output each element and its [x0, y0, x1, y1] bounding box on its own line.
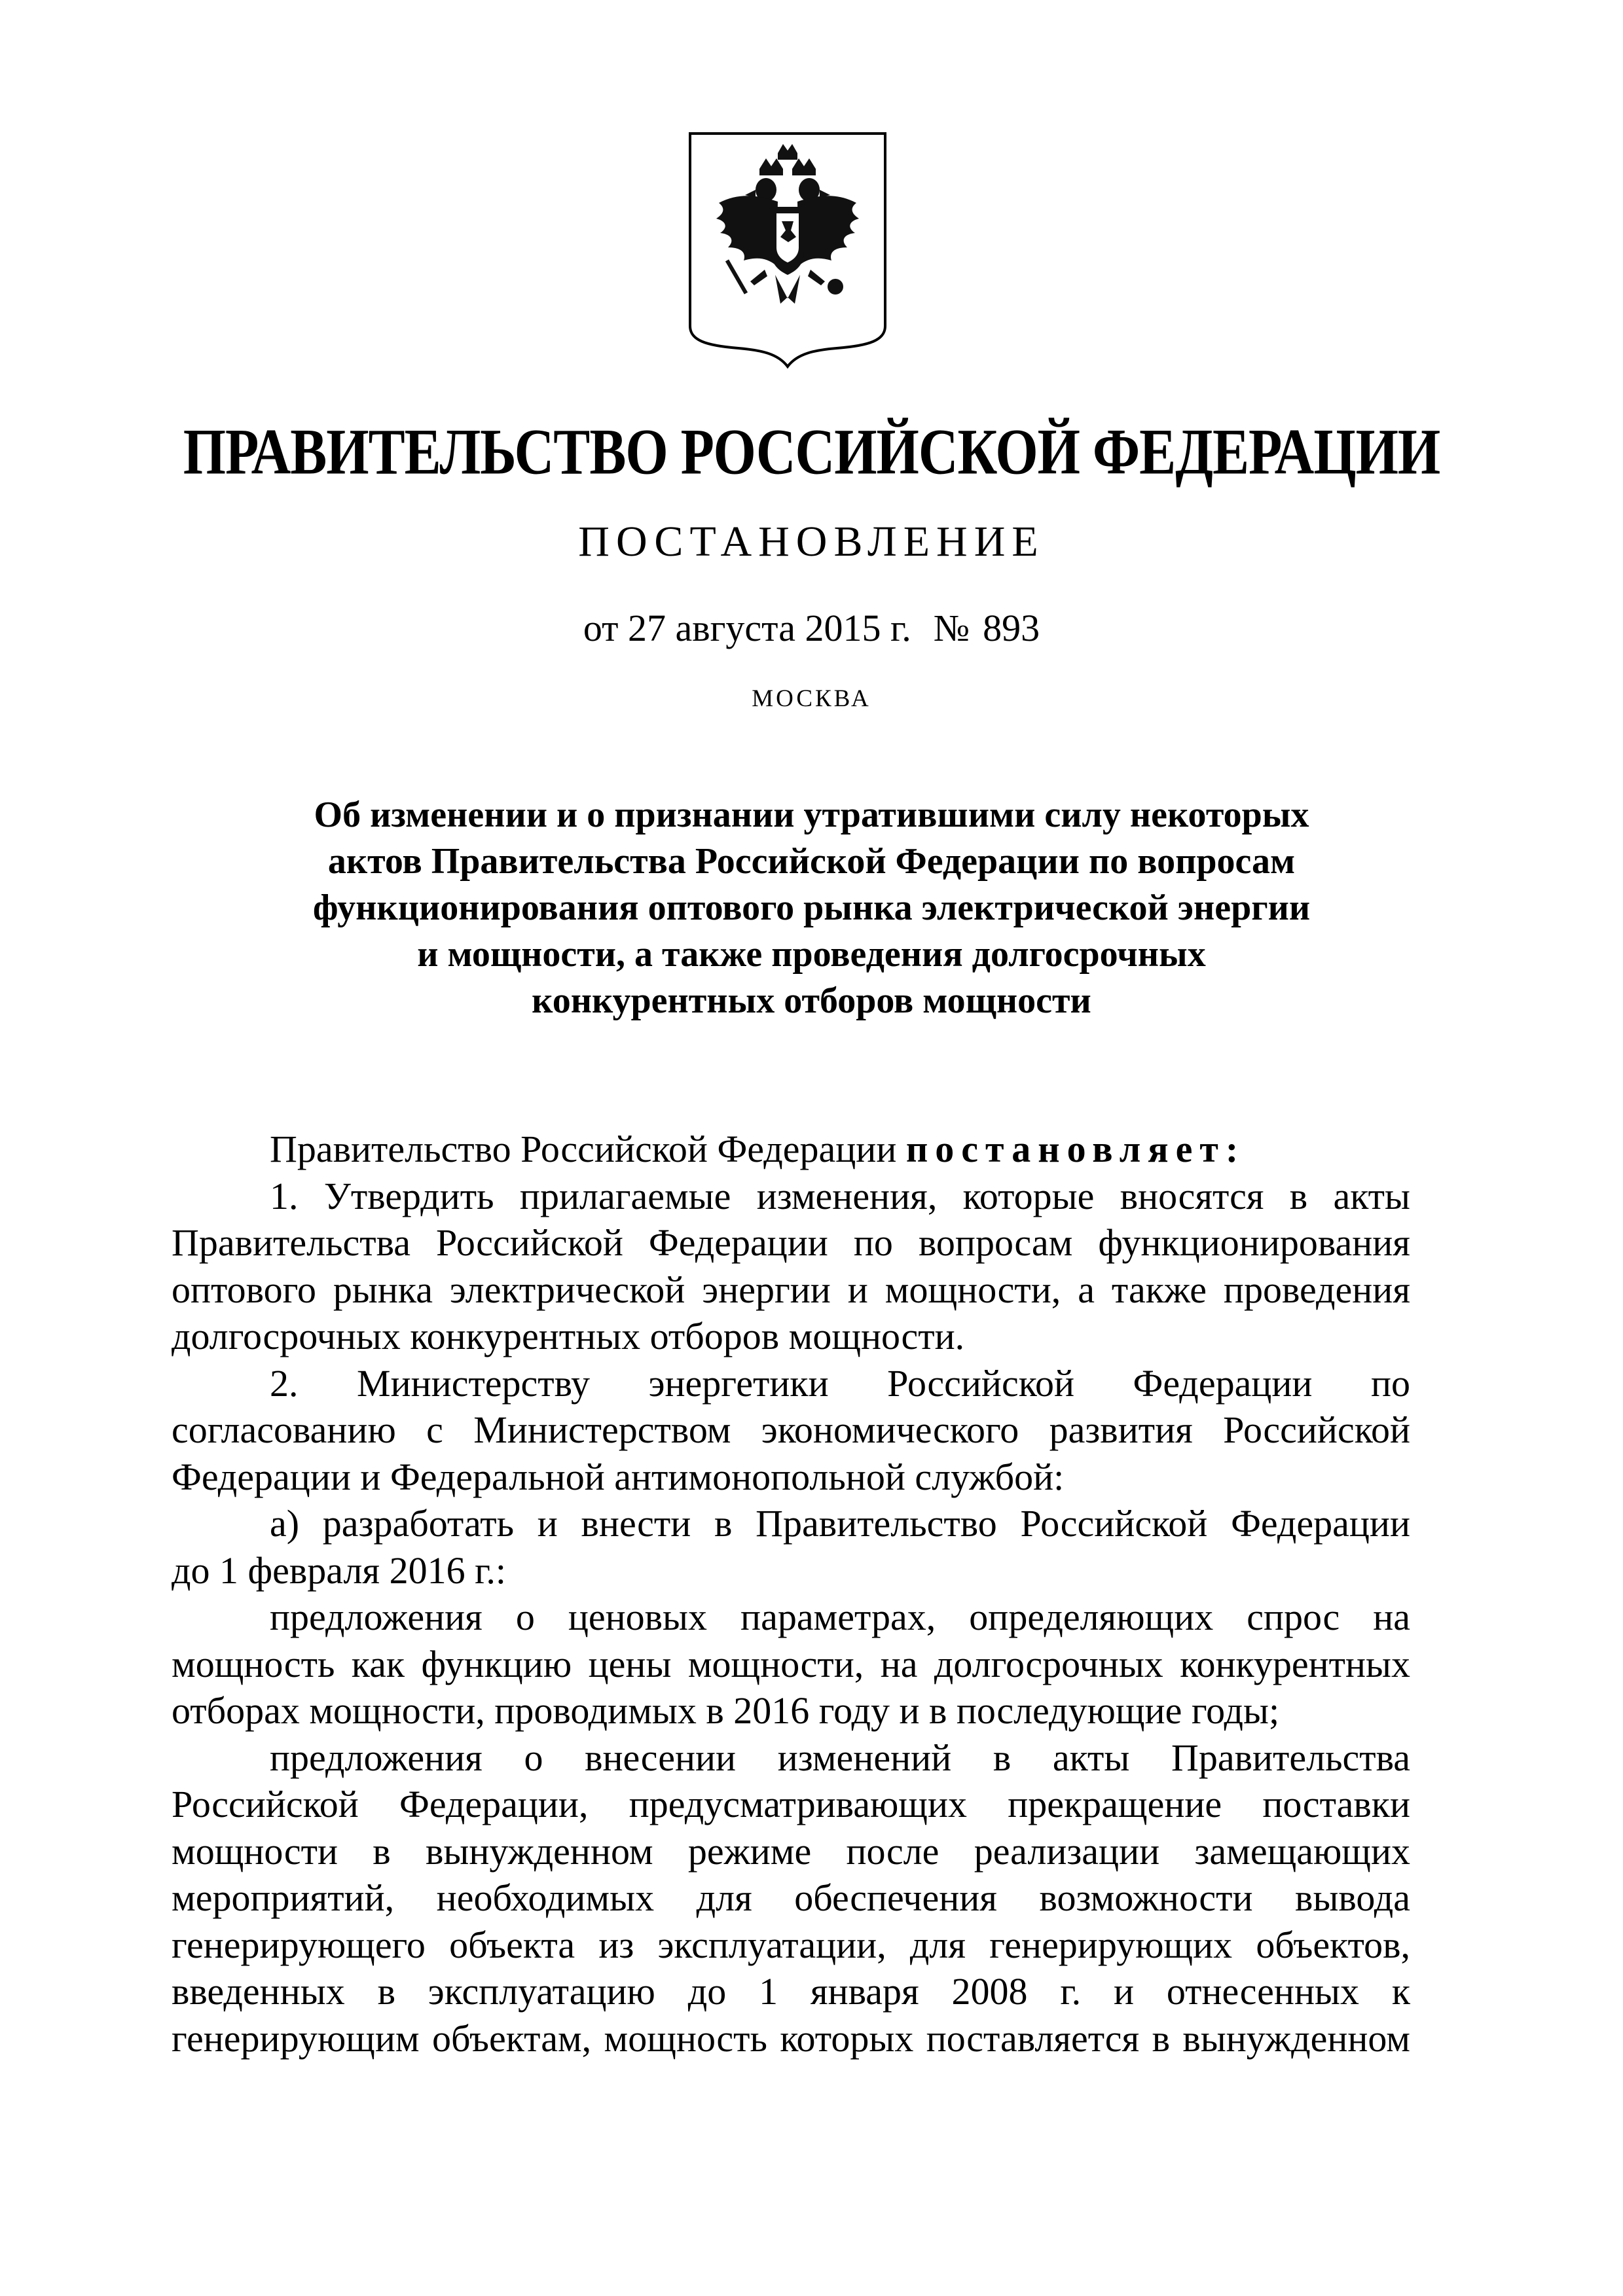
- preamble-line: [172, 1126, 1410, 1173]
- government-title: ПРАВИТЕЛЬСТВО РОССИЙСКОЙ ФЕДЕРАЦИИ: [183, 416, 1440, 489]
- preamble-text: Правительство Российской Федерации: [270, 1128, 897, 1170]
- coat-of-arms-emblem: [686, 130, 889, 369]
- body-line: введенных в эксплуатацию до 1 января 2008 г. и отнесенных к: [172, 1970, 1410, 2013]
- preamble-verb: постановляет:: [905, 1128, 1246, 1170]
- body-line: отборах мощности, проводимых в 2016 году и в последующие годы;: [172, 1689, 1280, 1732]
- subject-line: Об изменении и о признании утратившими силу некоторых: [314, 795, 1309, 835]
- body-line: 2. Министерству энергетики Российской Федерации по: [270, 1361, 1410, 1405]
- body-line: предложения о внесении изменений в акты Правительства: [270, 1736, 1410, 1779]
- document-subject: [0, 792, 1623, 1024]
- document-body: [172, 1126, 1410, 2062]
- body-line: предложения о ценовых параметрах, определяющих спрос на: [270, 1596, 1410, 1638]
- subject-line: конкурентных отборов мощности: [532, 980, 1091, 1021]
- body-line: 1. Утвердить прилагаемые изменения, которые вносятся в акты: [270, 1174, 1410, 1217]
- body-line: оптового рынка электрической энергии и мощности, а также проведения: [172, 1268, 1410, 1311]
- number-sign: №: [933, 607, 970, 649]
- subject-line: функционирования оптового рынка электрической энергии: [312, 888, 1311, 928]
- date-number-line: [0, 606, 1623, 650]
- body-line: Федерации и Федеральной антимонопольной службой:: [172, 1455, 1065, 1498]
- body-line: до 1 февраля 2016 г.:: [172, 1549, 506, 1592]
- document-number: 893: [983, 607, 1040, 649]
- body-line: Российской Федерации, предусматривающих прекращение поставки: [172, 1783, 1410, 1825]
- body-line: генерирующим объектам, мощность которых поставляется в вынужденном: [172, 2017, 1410, 2060]
- subject-line: актов Правительства Российской Федерации по вопросам: [327, 841, 1296, 882]
- body-line: долгосрочных конкурентных отборов мощности.: [172, 1315, 965, 1357]
- body-line: а) разработать и внести в Правительство Российской Федерации: [270, 1502, 1410, 1545]
- document-type: ПОСТАНОВЛЕНИЕ: [578, 518, 1045, 565]
- body-line: мероприятий, необходимых для обеспечения возможности вывода: [172, 1876, 1410, 1919]
- body-line: мощность как функцию цены мощности, на долгосрочных конкурентных: [172, 1642, 1410, 1685]
- body-line: генерирующего объекта из эксплуатации, для генерирующих объектов,: [172, 1923, 1410, 1966]
- document-date: от 27 августа 2015 г.: [583, 607, 911, 649]
- body-line: согласованию с Министерством экономического развития Российской: [172, 1408, 1410, 1451]
- body-line: Правительства Российской Федерации по вопросам функционирования: [172, 1221, 1410, 1264]
- body-line: мощности в вынужденном режиме после реализации замещающих: [172, 1829, 1410, 1873]
- subject-line: и мощности, а также проведения долгосрочных: [417, 934, 1206, 975]
- city: МОСКВА: [752, 685, 871, 712]
